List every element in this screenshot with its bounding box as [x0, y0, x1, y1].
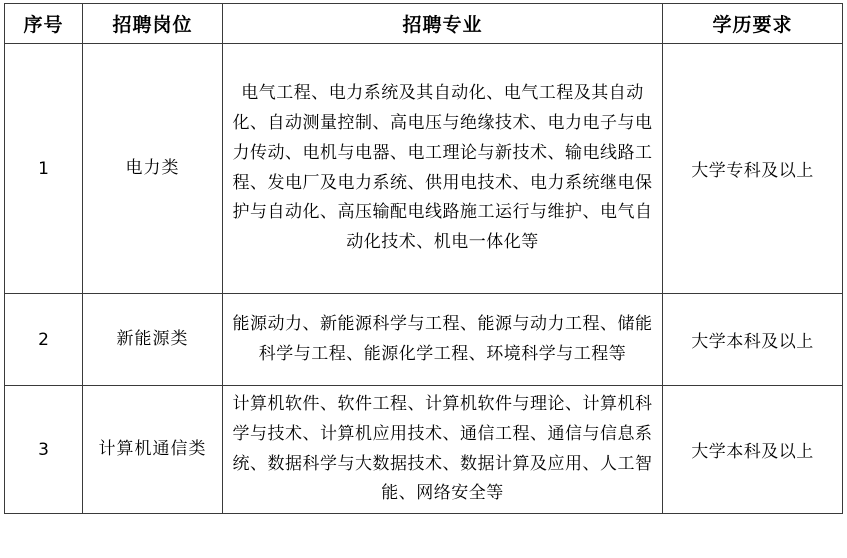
cell-post: 计算机通信类 — [83, 386, 223, 514]
cell-education: 大学专科及以上 — [663, 44, 843, 294]
cell-major: 电气工程、电力系统及其自动化、电气工程及其自动化、自动测量控制、高电压与绝缘技术、电力电子与电力传动、电机与电器、电工理论与新技术、输电线路工程、发电厂及电力系统、供用电技术、电力系统继电保护与自动化、高压输配电线路施工运行与维护、电气自动化技术、机电一体化等 — [223, 44, 663, 294]
cell-post: 电力类 — [83, 44, 223, 294]
table-header-row — [5, 4, 843, 44]
cell-major: 能源动力、新能源科学与工程、能源与动力工程、储能科学与工程、能源化学工程、环境科学与工程等 — [223, 294, 663, 386]
column-header-post: 招聘岗位 — [83, 4, 223, 44]
cell-no: 3 — [5, 386, 83, 514]
table-row — [5, 44, 843, 294]
cell-no: 2 — [5, 294, 83, 386]
table-header — [5, 4, 843, 44]
column-header-education: 学历要求 — [663, 4, 843, 44]
table-body — [5, 44, 843, 514]
table-row — [5, 386, 843, 514]
column-header-no: 序号 — [5, 4, 83, 44]
cell-no: 1 — [5, 44, 83, 294]
recruitment-table-container — [0, 3, 847, 514]
cell-post: 新能源类 — [83, 294, 223, 386]
table-row — [5, 294, 843, 386]
cell-education: 大学本科及以上 — [663, 294, 843, 386]
cell-major: 计算机软件、软件工程、计算机软件与理论、计算机科学与技术、计算机应用技术、通信工程、通信与信息系统、数据科学与大数据技术、数据计算及应用、人工智能、网络安全等 — [223, 386, 663, 514]
column-header-major: 招聘专业 — [223, 4, 663, 44]
cell-education: 大学本科及以上 — [663, 386, 843, 514]
recruitment-table — [4, 3, 843, 514]
